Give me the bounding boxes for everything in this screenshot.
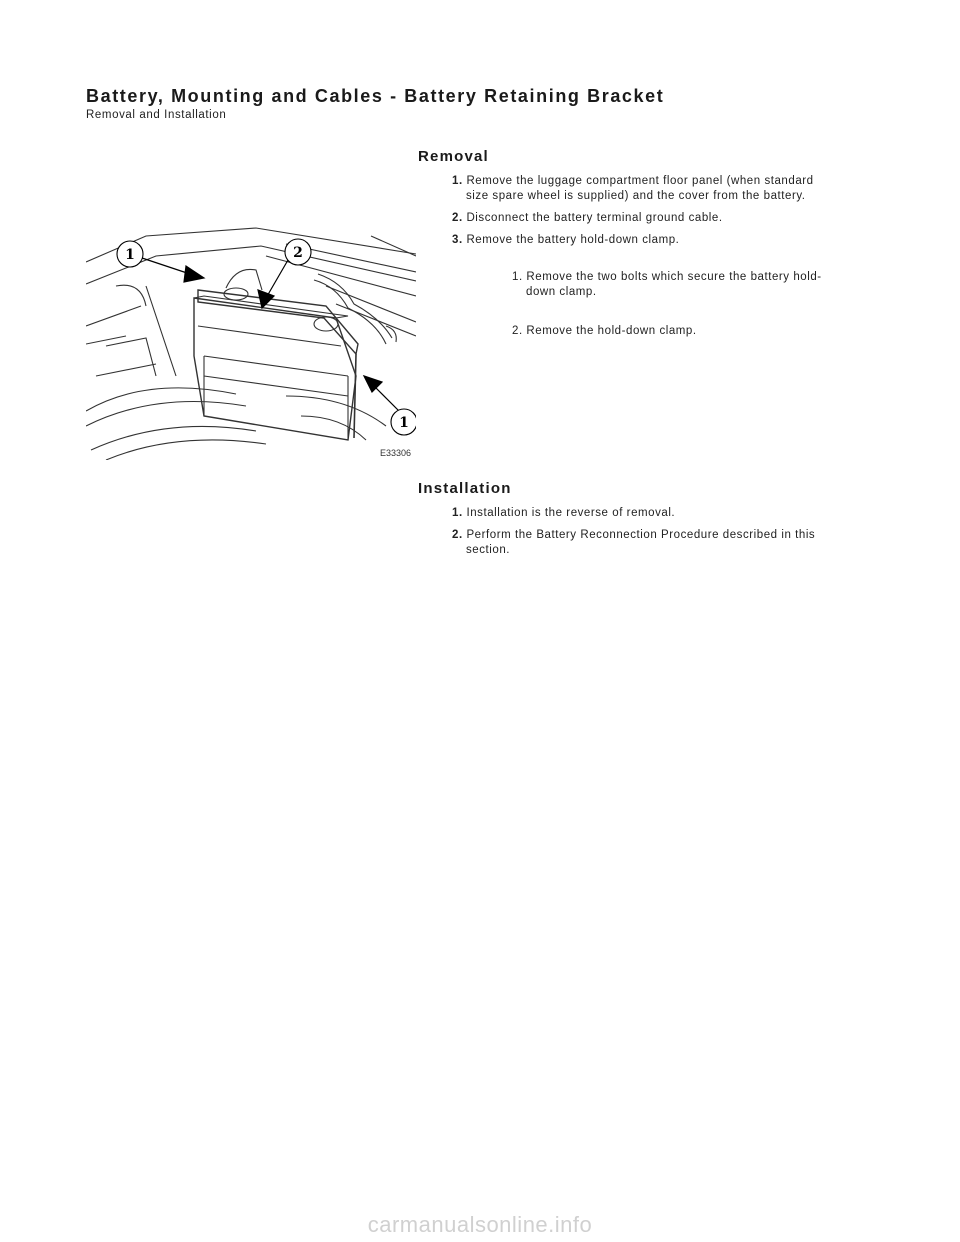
step-number: 1.: [452, 175, 463, 187]
callout-3-label: 1: [399, 415, 409, 431]
watermark: carmanualsonline.info: [367, 1212, 593, 1237]
step-number: 2.: [452, 529, 463, 541]
step-number: 3.: [452, 234, 463, 246]
removal-step-1: [452, 174, 872, 204]
callout-1-label: 1: [125, 247, 135, 263]
installation-step-2: [452, 528, 872, 558]
callout-2-label: 2: [293, 245, 303, 261]
installation-heading: Installation: [418, 480, 512, 497]
removal-substep-1: [512, 270, 872, 300]
substep-text-continued: down clamp.: [526, 286, 597, 298]
step-text: Disconnect the battery terminal ground cable.: [466, 212, 723, 224]
removal-step-3: [452, 233, 872, 248]
step-text: Installation is the reverse of removal.: [466, 507, 676, 519]
step-number: 2.: [452, 212, 463, 224]
removal-step-2: [452, 211, 872, 226]
step-text-continued: section.: [466, 544, 511, 556]
step-text: Perform the Battery Reconnection Procedure described in this: [466, 529, 816, 541]
figure-code: E33306: [380, 448, 412, 458]
battery-illustration: [86, 226, 416, 460]
installation-step-1: [452, 506, 872, 521]
substep-text: 1. Remove the two bolts which secure the battery hold-: [512, 271, 822, 283]
substep-text: 2. Remove the hold-down clamp.: [512, 325, 697, 337]
step-number: 1.: [452, 507, 463, 519]
page-title: Battery, Mounting and Cables - Battery Retaining Bracket: [86, 86, 665, 106]
removal-substep-2: [512, 324, 872, 339]
step-text-continued: size spare wheel is supplied) and the cover from the battery.: [466, 190, 806, 202]
removal-heading: Removal: [418, 148, 489, 165]
page-subtitle: Removal and Installation: [86, 109, 227, 121]
step-text: Remove the battery hold-down clamp.: [466, 234, 680, 246]
step-text: Remove the luggage compartment floor panel (when standard: [466, 175, 814, 187]
